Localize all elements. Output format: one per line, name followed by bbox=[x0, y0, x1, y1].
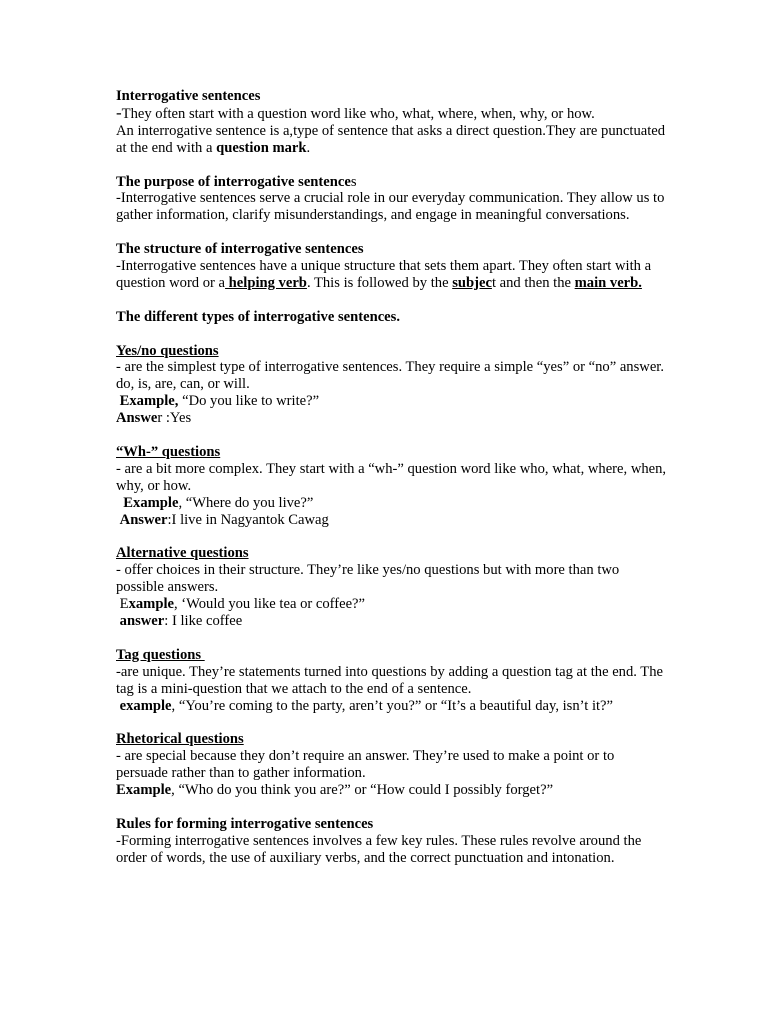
intro-line-text: They often start with a question word like who, what, where, when, why, or how. bbox=[121, 105, 595, 122]
heading-purpose bbox=[116, 174, 668, 191]
heading-structure: The structure of interrogative sentences bbox=[116, 241, 364, 258]
yes-no-example bbox=[116, 393, 668, 410]
yes-no-answer-label: Answe bbox=[116, 410, 158, 427]
heading-types: The different types of interrogative sentences. bbox=[116, 308, 400, 325]
heading-wh: “Wh-” questions bbox=[116, 443, 221, 460]
section-wh bbox=[116, 444, 668, 529]
rules-body: -Forming interrogative sentences involves a few key rules. These rules revolve around the order of words, the use of auxiliary verbs, and the correct punctuation and intonation. bbox=[116, 832, 642, 866]
yes-no-answer-text: r :Yes bbox=[157, 410, 192, 427]
intro-body bbox=[116, 123, 668, 157]
intro-line bbox=[116, 102, 668, 123]
alternative-example-text: , ‘Would you like tea or coffee?” bbox=[173, 596, 366, 613]
section-types bbox=[116, 309, 668, 326]
heading-purpose-tail: s bbox=[350, 173, 357, 190]
rhetorical-example-label: Example bbox=[116, 782, 172, 799]
wh-example bbox=[116, 495, 668, 512]
alternative-example bbox=[116, 596, 668, 613]
intro-dash: - bbox=[116, 102, 122, 122]
rhetorical-example bbox=[116, 782, 668, 799]
alternative-example-label: xample bbox=[128, 596, 174, 613]
section-purpose bbox=[116, 174, 668, 225]
alternative-answer-label: answer bbox=[119, 613, 165, 629]
yes-no-answer bbox=[116, 410, 668, 427]
section-interrogative-sentences bbox=[116, 88, 668, 157]
tag-example bbox=[116, 698, 668, 715]
structure-body bbox=[116, 258, 668, 292]
wh-answer-label: Answer bbox=[119, 511, 168, 528]
helping-verb-term: helping verb bbox=[225, 274, 307, 291]
section-rules bbox=[116, 816, 668, 867]
alternative-example-initial: E bbox=[119, 596, 129, 613]
heading-rhetorical: Rhetorical questions bbox=[116, 731, 244, 748]
alternative-answer-text: : I like coffee bbox=[164, 613, 243, 629]
subject-term: subjec bbox=[452, 274, 492, 291]
heading-interrogative-sentences: Interrogative sentences bbox=[116, 88, 261, 104]
section-yes-no bbox=[116, 343, 668, 428]
heading-rules: Rules for forming interrogative sentences bbox=[116, 815, 374, 832]
tag-example-text: , “You’re coming to the party, aren’t you?” or “It’s a beautiful day, isn’t it?” bbox=[171, 697, 614, 714]
yes-no-example-label: Example, bbox=[119, 393, 179, 410]
heading-tag: Tag questions bbox=[116, 646, 205, 663]
tag-body: -are unique. They’re statements turned into questions by adding a question tag at the end. The tag is a mini-question that we attach to the end of a sentence. bbox=[116, 663, 663, 697]
main-verb-term: main verb. bbox=[574, 274, 642, 291]
yes-no-body: - are the simplest type of interrogative sentences. They require a simple “yes” or “no” answer. do, is, are, can, or will. bbox=[116, 359, 665, 393]
structure-text-1: -Interrogative sentences have a unique structure that sets them apart. They often start with a question word or a bbox=[116, 258, 652, 291]
wh-example-text: , “Where do you live?” bbox=[178, 494, 314, 511]
heading-alternative: Alternative questions bbox=[116, 545, 249, 562]
wh-answer bbox=[116, 512, 668, 529]
heading-purpose-bold: The purpose of interrogative sentence bbox=[116, 173, 351, 190]
heading-yes-no: Yes/no questions bbox=[116, 342, 219, 359]
question-mark-term: question mark bbox=[216, 139, 307, 156]
rhetorical-example-text: , “Who do you think you are?” or “How could I possibly forget?” bbox=[171, 782, 554, 799]
wh-body: - are a bit more complex. They start with a “wh-” question word like who, what, where, when, why, or how. bbox=[116, 460, 667, 494]
yes-no-example-text: “Do you like to write?” bbox=[178, 393, 320, 410]
alternative-body: - offer choices in their structure. They’re like yes/no questions but with more than two possible answers. bbox=[116, 562, 620, 596]
section-tag bbox=[116, 647, 668, 715]
wh-example-label: Example bbox=[123, 494, 179, 511]
structure-text-2: . This is followed by the bbox=[306, 274, 453, 291]
structure-text-3: t and then the bbox=[491, 274, 575, 291]
wh-answer-text: :I live in Nagyantok Cawag bbox=[167, 511, 329, 528]
purpose-body: -Interrogative sentences serve a crucial role in our everyday communication. They allow us to gather information, clarify misunderstandings, and engage in meaningful conversations. bbox=[116, 190, 665, 224]
section-rhetorical bbox=[116, 731, 668, 799]
alternative-answer bbox=[116, 613, 668, 630]
intro-body-end: . bbox=[306, 139, 311, 156]
rhetorical-body: - are special because they don’t require an answer. They’re used to make a point or to persuade rather than to gather information. bbox=[116, 748, 615, 782]
section-structure bbox=[116, 241, 668, 292]
section-alternative bbox=[116, 545, 668, 630]
tag-example-label: example bbox=[119, 697, 172, 714]
intro-body-text: An interrogative sentence is a,type of sentence that asks a direct question.They are punctuated at the end with a bbox=[116, 122, 666, 156]
